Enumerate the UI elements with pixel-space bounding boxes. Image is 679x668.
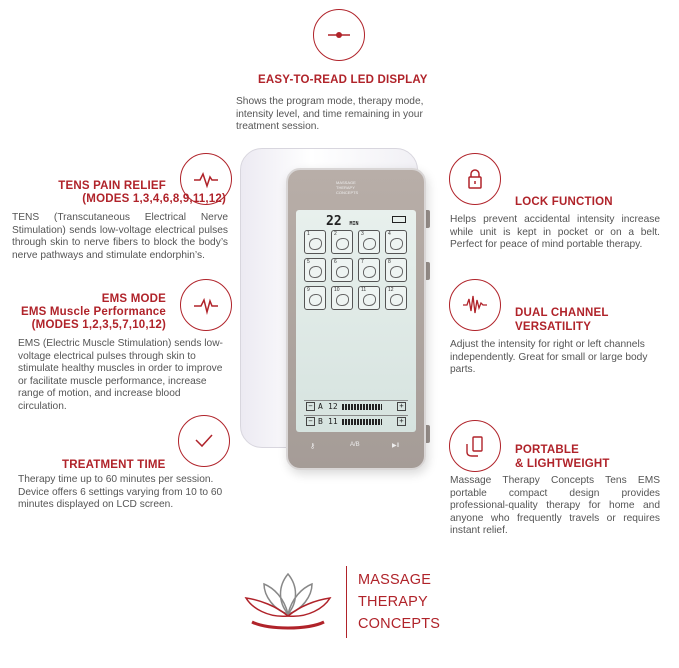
logo-line3: CONCEPTS [358,616,441,632]
channel-a-level: 12 [328,402,338,411]
tens-device [286,168,426,470]
mode-cell [358,286,380,310]
led-description: Shows the program mode, therapy mode, intensity level, and time remaining in your treatment session. [236,96,424,133]
portable-title-line2: & LIGHTWEIGHT [515,458,610,470]
mode-cell [331,230,353,254]
ems-modes: (MODES 1,2,3,5,7,10,12) [31,319,166,331]
waveform-icon [449,279,501,331]
mode-cell [304,258,326,282]
mode-cell [304,230,326,254]
mode-cell [358,230,380,254]
mode-cell [304,286,326,310]
tens-title [40,179,166,193]
mode-number: 7 [361,259,364,265]
mode-number: 3 [361,231,364,237]
channel-b-label: B [318,417,323,426]
mode-number: 9 [307,287,310,293]
mode-number: 10 [334,287,340,293]
portable-description: Massage Therapy Concepts Tens EMS portable compact design provides professional-quality therapy for home and anyone who frequently travels or requires instant relief. [450,475,660,537]
mode-number: 11 [361,287,367,293]
treatment-description: Therapy time up to 60 minutes per session. Device offers 6 settings varying from 10 to 60 minutes displayed on LCD screen. [18,474,223,511]
play-pause-icon: ▶‖ [392,443,400,449]
hand-holding-device-icon [449,420,501,472]
channel-b-bar [304,415,408,427]
tens-modes: (MODES 1,3,4,6,8,9,11,12) [82,193,226,205]
lock-icon [449,153,501,205]
tens-title-line1: TENS PAIN RELIEF [58,180,166,192]
logo-line2: THERAPY [358,594,428,610]
channel-a-meter [342,404,382,410]
timer-unit: MIN [349,221,359,227]
key-icon: ⚷ [310,443,316,450]
mode-number: 8 [388,259,391,265]
plus-icon: + [397,417,406,426]
channel-a-label: A [318,402,323,411]
mode-cell [331,258,353,282]
mode-number: 5 [307,259,310,265]
battery-icon [392,216,406,223]
logo-line1: MASSAGE [358,572,432,588]
lock-title: LOCK FUNCTION [515,196,613,208]
channel-b-meter [342,419,382,425]
mode-number: 12 [388,287,394,293]
minus-icon: − [306,417,315,426]
pulse-wave-icon [180,279,232,331]
device-brand-line: CONCEPTS [336,190,359,195]
lock-description: Helps prevent accidental intensity increase while unit is kept in pocket or on a belt. Perfect for peace of mind portable therapy. [450,214,660,251]
device-brand [336,180,358,195]
lcd-screen [296,210,416,432]
dual-title-line2: VERSATILITY [515,321,592,333]
mode-cell [385,230,407,254]
mode-number: 6 [334,259,337,265]
minus-icon: − [306,402,315,411]
treatment-title: TREATMENT TIME [62,459,166,471]
logo-divider [346,566,347,638]
ab-button: A/B [350,442,360,448]
ems-description: EMS (Electric Muscle Stimulation) sends low-voltage electrical pulses through skin to stimulate healthy muscles in order to improve or facilitate muscle performance, increase range of motion, and increase blood circulation. [18,338,223,412]
mode-number: 2 [334,231,337,237]
timer-value: 22 [326,214,342,229]
plus-icon: + [397,402,406,411]
lotus-logo-icon [238,566,338,638]
mode-number: 1 [307,231,310,237]
mode-cell [385,286,407,310]
dual-description: Adjust the intensity for right or left channels independently. Great for small or large body parts. [450,339,648,376]
mode-cell [331,286,353,310]
mode-grid [304,230,408,310]
ems-subtitle: EMS Muscle Performance [20,306,166,318]
mode-cell [358,258,380,282]
timer-readout [326,214,359,229]
channel-b-level: 11 [328,417,338,426]
led-title: EASY-TO-READ LED DISPLAY [258,74,428,86]
channel-a-bar [304,400,408,412]
dual-title-line1: DUAL CHANNEL [515,307,609,319]
mode-cell [385,258,407,282]
portable-title-line1: PORTABLE [515,444,579,456]
led-display-icon [313,9,365,61]
mode-number: 4 [388,231,391,237]
device-brand-line: THERAPY [336,185,355,190]
checkmark-icon [178,415,230,467]
device-brand-line: MASSAGE [336,180,356,185]
ems-title: EMS MODE [101,293,166,305]
tens-description: TENS (Transcutaneous Electrical Nerve Stimulation) sends low-voltage electrical pulses through skin to nerve fibers to block the body’s nerve pathways and stimulate endorphin’s. [12,212,228,261]
